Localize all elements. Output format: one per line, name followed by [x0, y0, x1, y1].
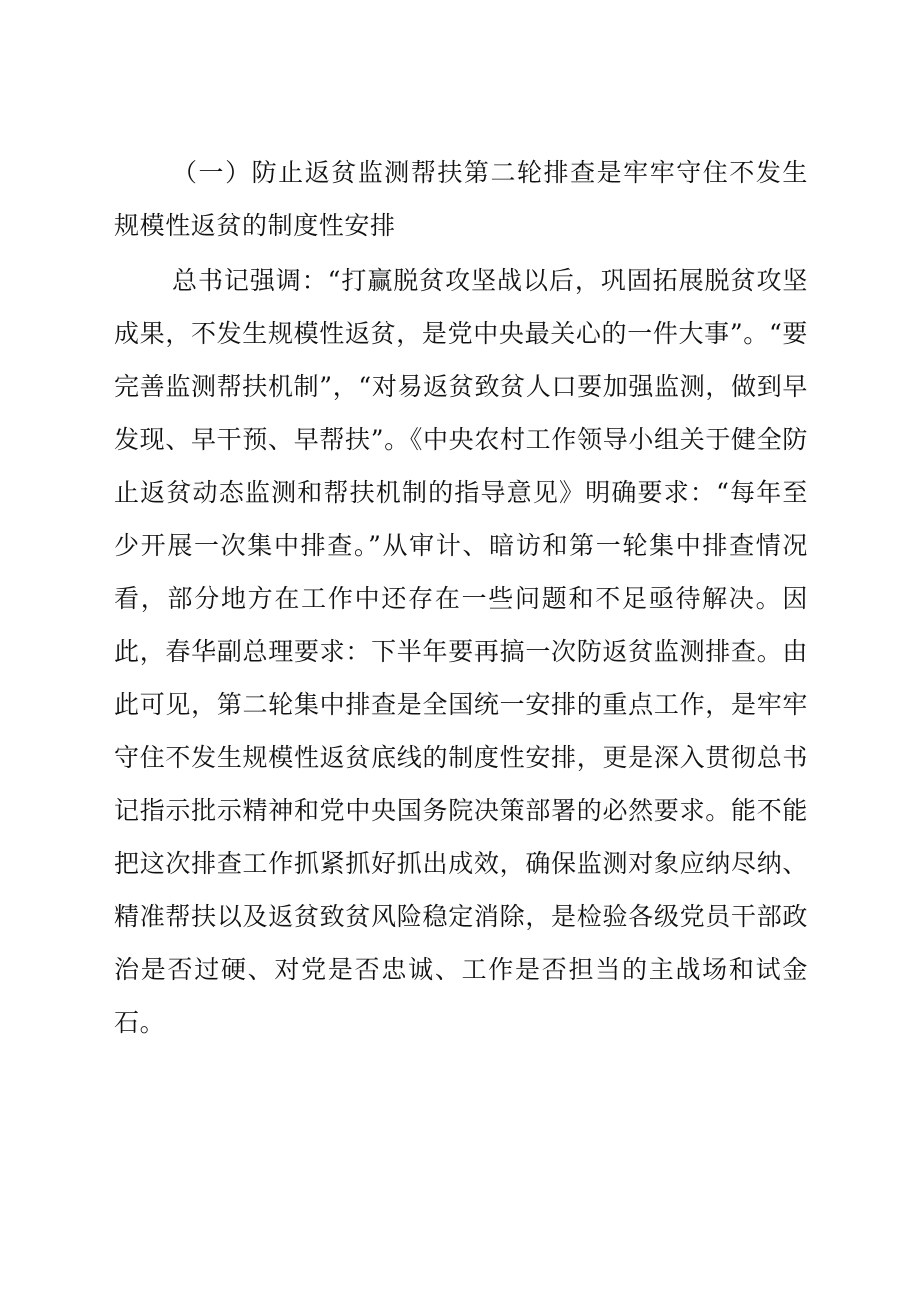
body-paragraph: 总书记强调：“打赢脱贫攻坚战以后，巩固拓展脱贫攻坚成果，不发生规模性返贫，是党中央最关心的一件大事”。“要完善监测帮扶机制”，“对易返贫致贫人口要加强监测，做到早发现、早干预、早帮扶”。《中央农村工作领导小组关于健全防止返贫动态监测和帮扶机制的指导意见》明确要求：“每年至少开展一次集中排查。”从审计、暗访和第一轮集中排查情况看，部分地方在工作中还存在一些问题和不足亟待解决。因此，春华副总理要求：下半年要再搞一次防返贫监测排查。由此可见，第二轮集中排查是全国统一安排的重点工作，是牢牢守住不发生规模性返贫底线的制度性安排，更是深入贯彻总书记指示批示精神和党中央国务院决策部署的必然要求。能不能把这次排查工作抓紧抓好抓出成效，确保监测对象应纳尽纳、精准帮扶以及返贫致贫风险稳定消除，是检验各级党员干部政治是否过硬、对党是否忠诚、工作是否担当的主战场和试金石。: [114, 266, 808, 1037]
section-heading: （一）防止返贫监测帮扶第二轮排查是牢牢守住不发生规模性返贫的制度性安排: [114, 158, 808, 240]
document-body: [114, 146, 808, 1049]
